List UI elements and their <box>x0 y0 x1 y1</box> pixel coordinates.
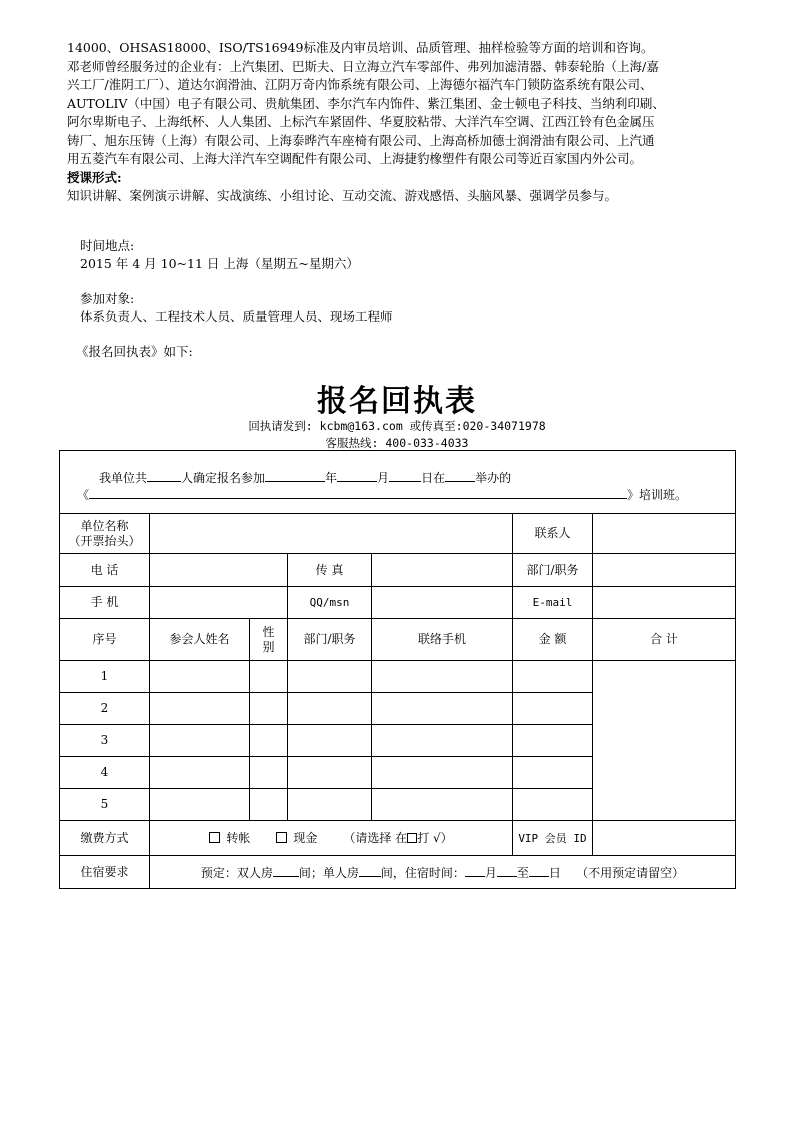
attendee-phone-field[interactable] <box>372 789 513 821</box>
vip-field[interactable] <box>593 821 736 856</box>
attendee-amount-field[interactable] <box>513 725 593 757</box>
mobile-field[interactable] <box>150 587 288 619</box>
attendee-gender-field[interactable] <box>250 789 288 821</box>
attendee-phone-field[interactable] <box>372 725 513 757</box>
schedule-text: 2015 年 4 月 10~11 日 上海（星期五~星期六） <box>80 256 359 271</box>
cash-label: 现金 <box>293 830 318 845</box>
schedule-heading: 时间地点: <box>80 238 135 253</box>
registration-form <box>59 450 736 889</box>
single-room-blank[interactable] <box>359 864 381 877</box>
form-hotline: 客服热线: 400-033-4033 <box>325 436 469 450</box>
day-blank[interactable] <box>389 469 421 482</box>
payment-options: 转帐 现金 （请选择 在 打 √） <box>150 821 513 856</box>
qq-label: QQ/msn <box>288 587 372 619</box>
checkbox-sample-icon <box>407 833 417 843</box>
fax-label: 传 真 <box>288 554 372 587</box>
column-name: 参会人姓名 <box>150 619 250 661</box>
double-room-blank[interactable] <box>273 864 299 877</box>
column-total: 合 计 <box>593 619 736 661</box>
email-field[interactable] <box>593 587 736 619</box>
row-number: 1 <box>60 661 150 693</box>
table-row <box>60 661 736 693</box>
phone-field[interactable] <box>150 554 288 587</box>
qq-field[interactable] <box>372 587 513 619</box>
form-intro-line2: 《 》培训班。 <box>77 487 688 502</box>
company-label: 单位名称 （开票抬头） <box>60 514 150 554</box>
dept-title-label: 部门/职务 <box>513 554 593 587</box>
vip-label: VIP 会员 ID <box>513 821 593 856</box>
attendee-dept-field[interactable] <box>288 789 372 821</box>
attendee-gender-field[interactable] <box>250 661 288 693</box>
dept-title-field[interactable] <box>593 554 736 587</box>
form-intro-cell <box>60 451 736 514</box>
transfer-checkbox[interactable] <box>209 832 220 843</box>
company-field[interactable] <box>150 514 513 554</box>
venue-blank[interactable] <box>445 469 475 482</box>
form-contact: 回执请发到: kcbm@163.com 或传真至:020-34071978 <box>248 419 546 433</box>
row-number: 5 <box>60 789 150 821</box>
phone-label: 电 话 <box>60 554 150 587</box>
payment-label: 缴费方式 <box>60 821 150 856</box>
attendee-gender-field[interactable] <box>250 725 288 757</box>
attendee-name-field[interactable] <box>150 725 250 757</box>
intro-line: AUTOLIV（中国）电子有限公司、贵航集团、李尔汽车内饰件、紫江集团、金士顿电子科技、当纳利印刷、 <box>67 95 665 111</box>
attendee-name-field[interactable] <box>150 693 250 725</box>
row-number: 4 <box>60 757 150 789</box>
attendee-dept-field[interactable] <box>288 661 372 693</box>
contact-person-label: 联系人 <box>513 514 593 554</box>
checkin-day-blank[interactable] <box>497 864 517 877</box>
form-intro-line1: 我单位共 人确定报名参加 年 月 日在 举办的 <box>99 470 512 485</box>
form-intro: 《报名回执表》如下: <box>76 344 193 359</box>
attendee-name-field[interactable] <box>150 789 250 821</box>
attendee-phone-field[interactable] <box>372 661 513 693</box>
column-no: 序号 <box>60 619 150 661</box>
attendee-count-blank[interactable] <box>147 469 181 482</box>
teaching-heading: 授课形式: <box>67 169 122 185</box>
intro-paragraph <box>67 39 732 206</box>
column-dept: 部门/职务 <box>288 619 372 661</box>
lodging-details: 预定：双人房 间；单人房 间，住宿时间： 月 至 日 （不用预定请留空） <box>150 856 736 889</box>
transfer-label: 转帐 <box>226 830 251 845</box>
attendee-amount-field[interactable] <box>513 757 593 789</box>
audience-text: 体系负责人、工程技术人员、质量管理人员、现场工程师 <box>80 309 393 324</box>
intro-line: 铸厂、旭东压铸（上海）有限公司、上海泰晔汽车座椅有限公司、上海高桥加德士润滑油有限公司、上汽通 <box>67 132 655 148</box>
intro-line: 邓老师曾经服务过的企业有：上汽集团、巴斯夫、日立海立汽车零部件、弗列加滤清器、韩泰轮胎（上海/嘉 <box>67 58 659 74</box>
attendee-amount-field[interactable] <box>513 693 593 725</box>
column-phone: 联络手机 <box>372 619 513 661</box>
contact-person-field[interactable] <box>593 514 736 554</box>
attendee-phone-field[interactable] <box>372 757 513 789</box>
total-field[interactable] <box>593 661 736 821</box>
attendee-phone-field[interactable] <box>372 693 513 725</box>
attendee-name-field[interactable] <box>150 757 250 789</box>
intro-line: 兴工厂/淮阴工厂）、道达尔润滑油、江阴万奇内饰系统有限公司、上海德尔福汽车门锁防盗系统有限公司、 <box>67 77 653 92</box>
column-amount: 金 额 <box>513 619 593 661</box>
attendee-gender-field[interactable] <box>250 693 288 725</box>
attendee-amount-field[interactable] <box>513 789 593 821</box>
attendee-gender-field[interactable] <box>250 757 288 789</box>
fax-field[interactable] <box>372 554 513 587</box>
course-name-blank[interactable] <box>89 486 627 499</box>
intro-line: 14000、OHSAS18000、ISO/TS16949标准及内审员培训、品质管理、抽样检验等方面的培训和咨询。 <box>67 40 654 55</box>
attendee-amount-field[interactable] <box>513 661 593 693</box>
row-number: 2 <box>60 693 150 725</box>
attendee-dept-field[interactable] <box>288 757 372 789</box>
intro-line: 阿尔卑斯电子、上海纸杯、人人集团、上标汽车紧固件、华夏胶粘带、大洋汽车空调、江西江铃有色金属压 <box>67 114 655 129</box>
column-gender: 性 别 <box>250 619 288 661</box>
attendee-name-field[interactable] <box>150 661 250 693</box>
year-blank[interactable] <box>265 469 325 482</box>
form-title: 报名回执表 <box>317 384 477 419</box>
cash-checkbox[interactable] <box>276 832 287 843</box>
checkout-day-blank[interactable] <box>529 864 549 877</box>
teaching-text: 知识讲解、案例演示讲解、实战演练、小组讨论、互动交流、游戏感悟、头脑风暴、强调学员参与。 <box>67 188 618 203</box>
lodging-label: 住宿要求 <box>60 856 150 889</box>
attendee-dept-field[interactable] <box>288 693 372 725</box>
mobile-label: 手 机 <box>60 587 150 619</box>
month-blank[interactable] <box>337 469 377 482</box>
email-label: E-mail <box>513 587 593 619</box>
attendee-dept-field[interactable] <box>288 725 372 757</box>
checkin-month-blank[interactable] <box>465 864 485 877</box>
row-number: 3 <box>60 725 150 757</box>
audience-heading: 参加对象: <box>80 291 135 306</box>
intro-line: 用五菱汽车有限公司、上海大洋汽车空调配件有限公司、上海捷豹橡塑件有限公司等近百家国内外公司。 <box>67 151 643 166</box>
